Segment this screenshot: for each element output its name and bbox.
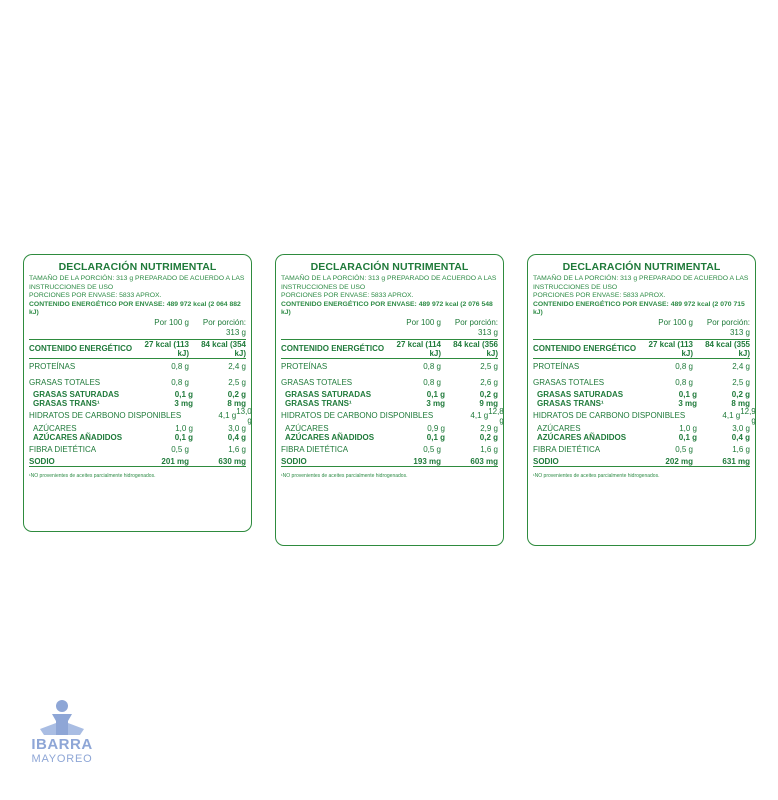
serving-size: TAMAÑO DE LA PORCIÓN: 313 g PREPARADO DE ACUERDO A LAS [533,275,749,282]
value-per-portion: 1,6 g [228,445,246,455]
nutrient-name: SODIO [533,457,559,467]
nutrient-rows [533,339,756,467]
nutrient-name: PROTEÍNAS [29,362,76,372]
nutrient-name: SODIO [29,457,55,467]
value-per-portion: 2,4 g [732,362,750,372]
value-per-100g: 201 mg [161,457,189,467]
nutrient-name: AZÚCARES [33,423,77,433]
footnote: ¹NO provenientes de aceites parcialmente hidrogenados. [29,473,156,480]
nutrient-row [533,375,750,391]
nutrient-row [29,375,246,391]
value-per-100g: 0,1 g [174,432,193,442]
logo-text-mayoreo: MAYOREO [31,753,93,765]
nutrient-row [281,406,504,425]
value-per-portion: 8 mg [731,399,750,409]
nutrient-row [29,359,246,375]
nutrient-row [533,340,750,359]
panel-header [281,275,498,318]
nutrient-row [29,340,246,359]
panel-header [29,275,246,318]
nutrient-row [281,375,498,391]
col-per-portion: Por porción: 313 g [454,317,498,337]
energy-per-container: CONTENIDO ENERGÉTICO POR ENVASE: 489 972 kcal (2 064 882 kJ) [29,300,241,317]
nutrient-row [29,406,252,425]
logo-mark-icon [38,699,86,739]
nutrient-name: GRASAS TRANS¹ [537,399,604,409]
value-per-100g: 0,8 g [675,377,693,387]
nutrient-name: GRASAS SATURADAS [33,390,120,400]
value-per-portion: 1,6 g [480,445,498,455]
serving-size: TAMAÑO DE LA PORCIÓN: 313 g PREPARADO DE ACUERDO A LAS [29,275,245,282]
nutrient-name: GRASAS SATURADAS [285,390,372,400]
nutrient-name: SODIO [281,457,307,467]
value-per-100g: 0,1 g [174,390,193,400]
value-per-100g: 27 kcal (114 kJ) [396,339,441,358]
nutrient-row [533,457,750,467]
nutrient-name: CONTENIDO ENERGÉTICO [533,344,637,354]
nutrient-name: PROTEÍNAS [533,362,580,372]
value-per-100g: 0,5 g [423,445,441,455]
nutrient-name: GRASAS TOTALES [533,377,605,387]
col-per-100g: Por 100 g [406,317,441,327]
value-per-portion: 9 mg [479,399,498,409]
value-per-100g: 0,1 g [678,390,697,400]
nutrient-row [29,433,246,442]
servings-per-container: PORCIONES POR ENVASE: 5833 APROX. [29,292,162,300]
value-per-portion: 8 mg [227,399,246,409]
value-per-portion: 1,6 g [732,445,750,455]
nutrient-name: GRASAS TOTALES [29,377,101,387]
value-per-portion: 2,5 g [732,377,750,387]
nutrient-name: HIDRATOS DE CARBONO DISPONIBLES [29,411,182,421]
ibarra-mayoreo-logo [22,699,102,789]
serving-instructions: INSTRUCCIONES DE USO [281,283,366,291]
value-per-100g: 0,8 g [171,362,189,372]
nutrient-name: CONTENIDO ENERGÉTICO [29,344,133,354]
value-per-portion: 0,4 g [731,432,750,442]
value-per-100g: 0,5 g [171,445,189,455]
nutrient-row [281,457,498,467]
value-per-100g: 202 mg [665,457,693,467]
nutrient-row [281,442,498,458]
value-per-portion: 603 mg [470,457,498,467]
col-per-100g: Por 100 g [658,317,693,327]
value-per-100g: 0,8 g [423,377,441,387]
value-per-portion: 630 mg [218,457,246,467]
value-per-portion: 631 mg [722,457,750,467]
servings-per-container: PORCIONES POR ENVASE: 5833 APROX. [281,292,414,300]
col-per-100g: Por 100 g [154,317,189,327]
value-per-100g: 0,8 g [675,362,693,372]
value-per-100g: 0,1 g [678,432,697,442]
nutrient-row [281,399,498,408]
value-per-portion: 12,8 g [488,406,504,425]
value-per-portion: 0,2 g [227,390,246,400]
nutrient-row [281,424,498,433]
value-per-100g: 4,1 g [470,411,489,421]
value-per-100g: 193 mg [413,457,441,467]
nutrient-name: AZÚCARES [537,423,581,433]
nutrient-name: CONTENIDO ENERGÉTICO [281,344,385,354]
nutrient-row [281,359,498,375]
value-per-100g: 0,1 g [426,390,445,400]
value-per-portion: 84 kcal (355 kJ) [705,339,750,358]
nutrition-panel-2 [275,254,504,546]
nutrient-name: FIBRA DIETÉTICA [29,445,97,455]
nutrient-row [533,399,750,408]
value-per-100g: 4,1 g [218,411,237,421]
nutrient-row [533,390,750,399]
value-per-100g: 27 kcal (113 kJ) [648,339,693,358]
column-headers [29,318,246,340]
column-headers [533,318,750,340]
nutrient-name: AZÚCARES [285,423,329,433]
value-per-100g: 4,1 g [722,411,741,421]
energy-per-container: CONTENIDO ENERGÉTICO POR ENVASE: 489 972 kcal (2 070 715 kJ) [533,300,745,317]
nutrient-row [29,399,246,408]
value-per-portion: 13,0 g [236,406,252,425]
col-per-portion: Por porción: 313 g [202,317,246,337]
nutrient-name: HIDRATOS DE CARBONO DISPONIBLES [533,411,686,421]
value-per-100g: 3 mg [678,399,697,409]
nutrient-row [533,359,750,375]
nutrient-row [29,442,246,458]
nutrient-row [533,433,750,442]
value-per-portion: 2,5 g [228,377,246,387]
value-per-100g: 0,8 g [423,362,441,372]
value-per-portion: 0,2 g [731,390,750,400]
nutrient-name: GRASAS SATURADAS [537,390,624,400]
value-per-100g: 0,5 g [675,445,693,455]
nutrient-name: HIDRATOS DE CARBONO DISPONIBLES [281,411,434,421]
col-per-portion: Por porción: 313 g [706,317,750,337]
panel-header [533,275,750,318]
nutrient-row [29,424,246,433]
value-per-portion: 0,4 g [227,432,246,442]
nutrient-row [281,433,498,442]
panel-title: DECLARACIÓN NUTRIMENTAL [58,261,217,273]
value-per-portion: 2,6 g [480,377,498,387]
value-per-portion: 3,0 g [732,423,750,433]
value-per-100g: 0,8 g [171,377,189,387]
nutrient-row [281,340,498,359]
nutrient-name: FIBRA DIETÉTICA [533,445,601,455]
value-per-100g: 1,0 g [679,423,697,433]
serving-instructions: INSTRUCCIONES DE USO [29,283,114,291]
value-per-portion: 2,4 g [228,362,246,372]
panel-title: DECLARACIÓN NUTRIMENTAL [562,261,721,273]
column-headers [281,318,498,340]
nutrient-name: AZÚCARES AÑADIDOS [33,432,123,442]
value-per-portion: 84 kcal (356 kJ) [453,339,498,358]
nutrient-row [533,406,756,425]
nutrition-panel-1 [23,254,252,532]
nutrient-rows [29,339,252,467]
nutrient-name: GRASAS TRANS¹ [33,399,100,409]
nutrient-row [29,457,246,467]
value-per-100g: 27 kcal (113 kJ) [144,339,189,358]
value-per-100g: 3 mg [174,399,193,409]
footnote: ¹NO provenientes de aceites parcialmente hidrogenados. [533,473,660,480]
nutrient-row [281,390,498,399]
panel-title: DECLARACIÓN NUTRIMENTAL [310,261,469,273]
nutrition-panel-3 [527,254,756,546]
nutrient-row [29,390,246,399]
serving-size: TAMAÑO DE LA PORCIÓN: 313 g PREPARADO DE ACUERDO A LAS [281,275,497,282]
value-per-100g: 0,1 g [426,432,445,442]
servings-per-container: PORCIONES POR ENVASE: 5833 APROX. [533,292,666,300]
value-per-100g: 1,0 g [175,423,193,433]
nutrient-name: GRASAS TRANS¹ [285,399,352,409]
value-per-portion: 12,9 g [740,406,756,425]
nutrient-rows [281,339,504,467]
nutrient-name: AZÚCARES AÑADIDOS [285,432,375,442]
energy-per-container: CONTENIDO ENERGÉTICO POR ENVASE: 489 972 kcal (2 076 548 kJ) [281,300,493,317]
value-per-100g: 0,9 g [427,423,445,433]
value-per-portion: 84 kcal (354 kJ) [201,339,246,358]
footnote: ¹NO provenientes de aceites parcialmente hidrogenados. [281,473,408,480]
logo-text-ibarra: IBARRA [31,736,93,753]
value-per-portion: 0,2 g [479,432,498,442]
nutrient-name: FIBRA DIETÉTICA [281,445,349,455]
value-per-100g: 3 mg [426,399,445,409]
value-per-portion: 2,5 g [480,362,498,372]
nutrient-row [533,424,750,433]
nutrient-name: GRASAS TOTALES [281,377,353,387]
value-per-portion: 0,2 g [479,390,498,400]
nutrient-row [533,442,750,458]
nutrient-name: PROTEÍNAS [281,362,328,372]
value-per-portion: 2,9 g [480,423,498,433]
nutrient-name: AZÚCARES AÑADIDOS [537,432,627,442]
serving-instructions: INSTRUCCIONES DE USO [533,283,618,291]
value-per-portion: 3,0 g [228,423,246,433]
